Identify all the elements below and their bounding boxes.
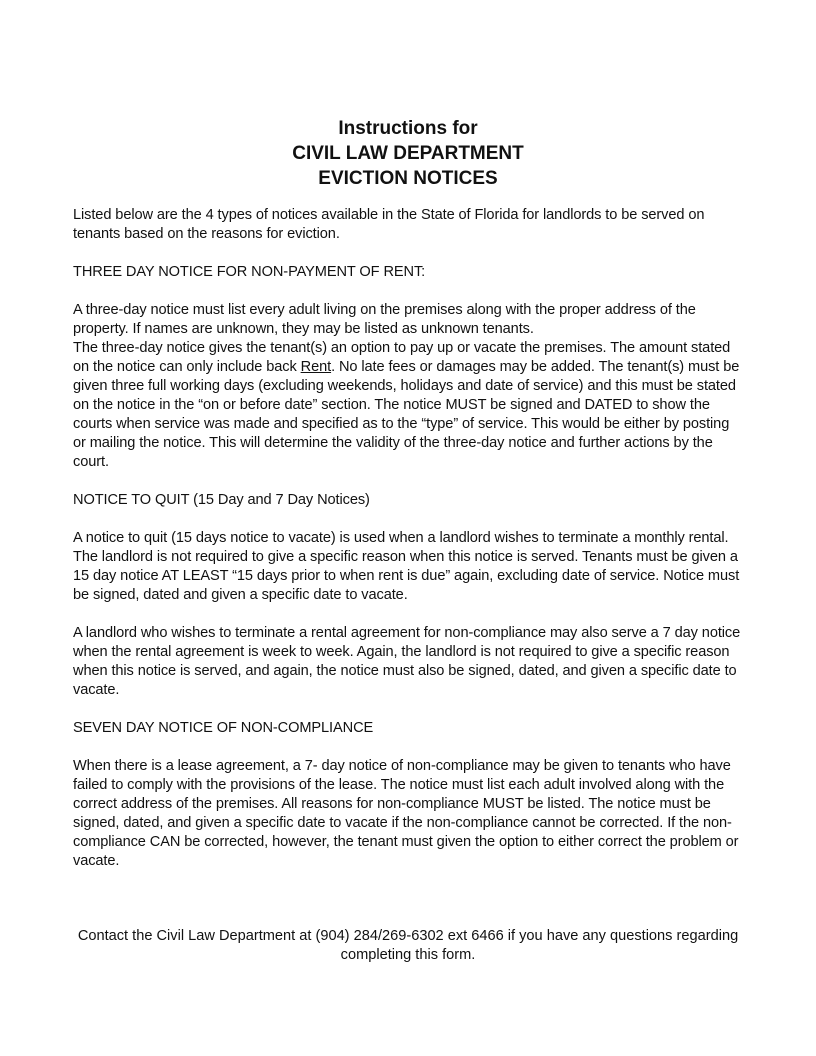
document-body bbox=[73, 206, 745, 890]
title-line-1: Instructions for bbox=[338, 118, 478, 139]
three-day-heading: THREE DAY NOTICE FOR NON-PAYMENT OF RENT: bbox=[73, 264, 426, 280]
rent-underlined: Rent bbox=[300, 359, 332, 375]
seven-day-paragraph-1: When there is a lease agreement, a 7- day notice of non-compliance may be given to tenants who have failed to comply with the provisions of the lease. The notice must list each adult involved along with the correct address of the premises. All reasons for non-compliance MUST be listed. The notice must be signed, dated, and given a specific date to vacate if the non-compliance cannot be corrected. If the non-compliance CAN be corrected, however, the tenant must given the option to either correct the problem or vacate. bbox=[73, 758, 739, 869]
seven-day-heading: SEVEN DAY NOTICE OF NON-COMPLIANCE bbox=[73, 720, 374, 736]
three-day-paragraph-1: A three-day notice must list every adult living on the premises along with the proper address of the property. If names are unknown, they may be listed as unknown tenants. bbox=[73, 302, 696, 337]
contact-footer: Contact the Civil Law Department at (904) 284/269-6302 ext 6466 if you have any questions regarding completing this form. bbox=[77, 928, 739, 963]
notice-to-quit-heading: NOTICE TO QUIT (15 Day and 7 Day Notices) bbox=[73, 492, 370, 508]
three-day-paragraph-2-start: The three-day notice gives the tenant(s) an option to pay up or vacate the premises. The amount stated on the notice can only include back bbox=[73, 340, 731, 375]
intro-paragraph: Listed below are the 4 types of notices available in the State of Florida for landlords to be served on tenants based on the reasons for eviction. bbox=[73, 207, 705, 242]
title-line-3: EVICTION NOTICES bbox=[318, 168, 498, 189]
notice-to-quit-paragraph-1: A notice to quit (15 days notice to vacate) is used when a landlord wishes to terminate a monthly rental. The landlord is not required to give a specific reason when this notice is served. Tenants must be given a 15 day notice AT LEAST “15 days prior to when rent is due” again, excluding date of service. Notice must be signed, dated and given a specific date to vacate. bbox=[73, 530, 740, 603]
notice-to-quit-paragraph-2: A landlord who wishes to terminate a rental agreement for non-compliance may also serve a 7 day notice when the rental agreement is week to week. Again, the landlord is not required to give a specific reason when this notice is served, and again, the notice must also be signed, dated, and given a specific date to vacate. bbox=[73, 625, 741, 698]
three-day-paragraph-2-end: . No late fees or damages may be added. The tenant(s) must be given three full working days (excluding weekends, holidays and date of service) and this must be stated on the notice in the “on or before date” section. The notice MUST be signed and DATED to show the courts when service was made and specified as to the “type” of service. This would be either by posting or mailing the notice. This will determine the validity of the three-day notice and further actions by the court. bbox=[73, 359, 740, 470]
title-line-2: CIVIL LAW DEPARTMENT bbox=[292, 143, 524, 164]
three-day-paragraph-2 bbox=[73, 339, 745, 472]
document-title bbox=[0, 116, 816, 191]
